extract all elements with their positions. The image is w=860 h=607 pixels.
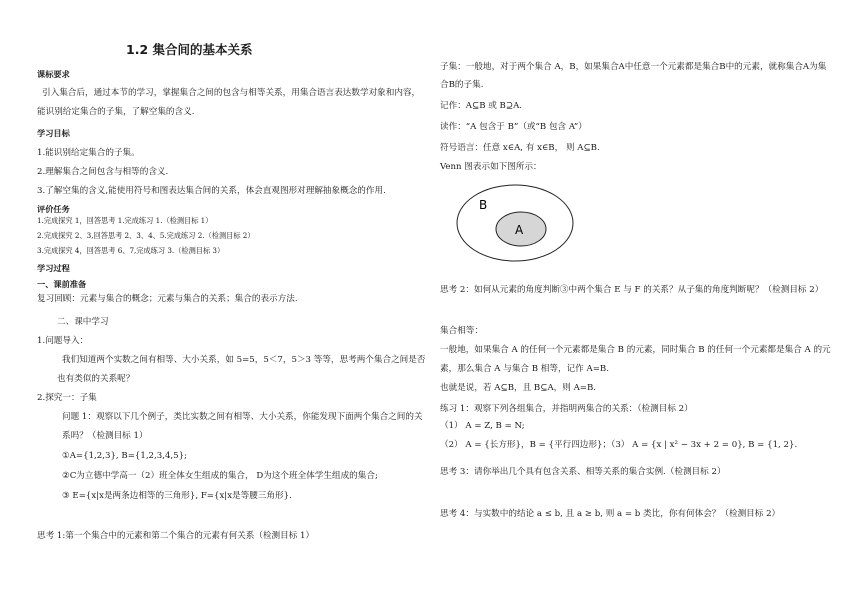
goal-3: 3.了解空集的含义,能使用符号和图表达集合间的关系，体会直观图形对理解抽象概念的作用.	[37, 186, 386, 196]
venn-label-a: A	[515, 223, 524, 237]
symbolic-text: 符号语言：任意 x∈A, 有 x∈B， 则 A⊆B.	[440, 143, 600, 153]
practice-1-item-2: （2） A = {长方形}，B = {平行四边形}；（3） A = {x | x² − 3x + 2 = 0}, B = {1, 2}.	[440, 440, 798, 450]
page-title: 1.2 集合间的基本关系	[126, 42, 253, 57]
subset-definition-line-2: 合B的子集.	[440, 80, 484, 90]
problem-1-line-1: 问题 1：观察以下几个例子，类比实数之间有相等、大小关系，你能发现下面两个集合之间的关	[62, 412, 423, 422]
review-text: 复习回顾：元素与集合的概念；元素与集合的关系；集合的表示方法.	[37, 294, 298, 304]
intro-text-line-2: 也有类似的关系呢？	[57, 374, 135, 384]
evaluation-task-1: 1.完成探究 1，回答思考 1.完成练习 1.（检测目标 1）	[37, 216, 213, 225]
venn-label-b: B	[479, 198, 488, 212]
intro-heading: 1.问题导入：	[37, 336, 89, 346]
example-2: ②C为立德中学高一（2）班全体女生组成的集合， D为这个班全体学生组成的集合;	[62, 471, 378, 481]
evaluation-task-2: 2.完成探究 2、3,回答思考 2、3、4、5.完成练习 2.（检测目标 2）	[37, 231, 255, 240]
venn-diagram	[455, 183, 575, 263]
goal-1: 1.能识别给定集合的子集。	[37, 148, 140, 158]
think-2: 思考 2：如何从元素的角度判断③中两个集合 E 与 F 的关系？从子集的角度判断呢？（检测目标 2）	[440, 285, 824, 295]
think-4: 思考 4：与实数中的结论 a ≤ b, 且 a ≥ b, 则 a = b 类比，你有何体会？（检测目标 2）	[440, 509, 781, 519]
example-3: ③ E={x|x是两条边相等的三角形}, F={x|x是等腰三角形}.	[62, 491, 292, 501]
equal-definition-line-1: 一般地，如果集合 A 的任何一个元素都是集合 B 的元素，同时集合 B 的任何一个元素都是集合 A 的元	[440, 345, 831, 355]
standard-text-line-2: 能识别给定集合的子集，了解空集的含义.	[37, 107, 195, 117]
inclass-heading: 二、课中学习	[57, 317, 109, 327]
think-3: 思考 3：请你举出几个具有包含关系、相等关系的集合实例.（检测目标 2）	[440, 467, 726, 477]
equal-heading: 集合相等：	[440, 326, 483, 336]
venn-intro: Venn 图表示如下图所示：	[440, 162, 542, 172]
prep-heading: 一、课前准备	[37, 279, 87, 289]
problem-1-line-2: 系吗？（检测目标 1）	[62, 431, 148, 441]
reading-text: 读作：“A 包含于 B”（或“B 包含 A”）	[440, 122, 587, 132]
practice-1: 练习 1：观察下列各组集合，并指明两集合的关系：（检测目标 2）	[440, 404, 693, 414]
subset-definition-line-1: 子集：一般地，对于两个集合 A，B，如果集合A中任意一个元素都是集合B中的元素，就称集合A为集	[440, 62, 827, 72]
standard-heading: 课标要求	[37, 69, 70, 79]
explore-heading: 2.探究一：子集	[37, 393, 97, 403]
practice-1-item-1: （1） A = Z, B = N;	[440, 421, 525, 431]
evaluation-heading: 评价任务	[37, 204, 70, 214]
equal-definition-line-3: 也就是说，若 A⊆B，且 B⊆A，则 A=B.	[440, 383, 597, 393]
example-1: ①A={1,2,3}, B={1,2,3,4,5};	[62, 451, 187, 461]
goal-2: 2.理解集合之间包含与相等的含义.	[37, 167, 169, 177]
think-1: 思考 1:第一个集合中的元素和第二个集合的元素有何关系（检测目标 1）	[37, 531, 315, 541]
evaluation-task-3: 3.完成探究 4，回答思考 6、7,完成练习 3.（检测目标 3）	[37, 246, 225, 255]
standard-text-line-1: 引入集合后，通过本节的学习，掌握集合之间的包含与相等关系，用集合语言表达数学对象和内容，	[42, 88, 421, 98]
equal-definition-line-2: 素，那么集合 A 与集合 B 相等，记作 A=B.	[440, 364, 609, 374]
notation-text: 记作：A⊆B 或 B⊇A.	[440, 101, 523, 111]
intro-text-line-1: 我们知道两个实数之间有相等、大小关系，如 5=5，5＜7，5＞3 等等，思考两个集合之间是否	[62, 355, 426, 365]
goals-heading: 学习目标	[37, 128, 70, 138]
process-heading: 学习过程	[37, 263, 70, 273]
